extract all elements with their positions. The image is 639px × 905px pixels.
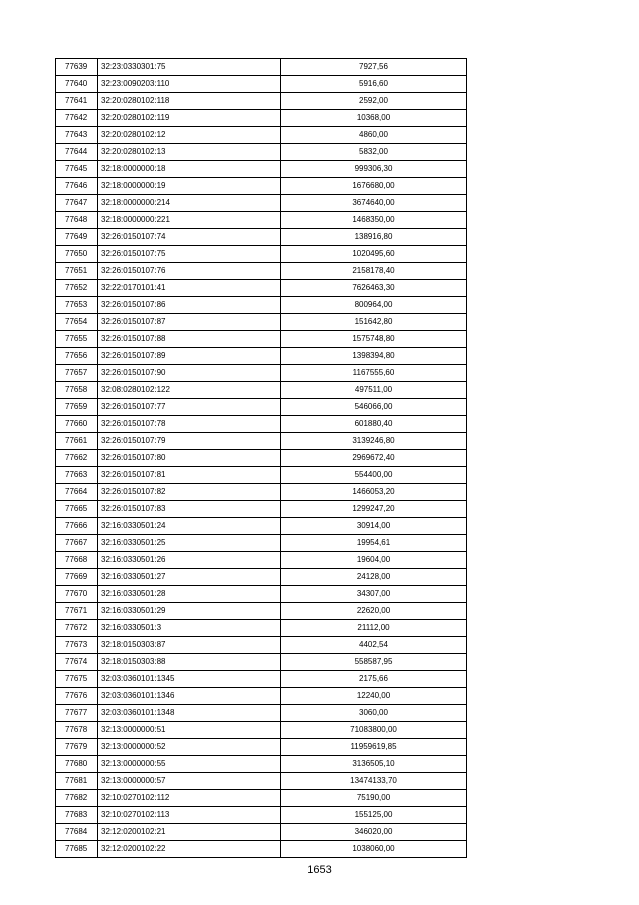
cadastral-value-table xyxy=(55,58,467,858)
value-cell: 1466053,20 xyxy=(281,484,467,501)
row-number-cell: 77657 xyxy=(56,365,98,382)
row-number-cell: 77684 xyxy=(56,824,98,841)
value-cell: 34307,00 xyxy=(281,586,467,603)
value-cell: 2158178,40 xyxy=(281,263,467,280)
cadastral-number-cell: 32:23:0090203:110 xyxy=(98,76,281,93)
value-cell: 11959619,85 xyxy=(281,739,467,756)
cadastral-number-cell: 32:20:0280102:119 xyxy=(98,110,281,127)
cadastral-number-cell: 32:18:0000000:221 xyxy=(98,212,281,229)
table-row xyxy=(56,280,467,297)
cadastral-number-cell: 32:18:0000000:214 xyxy=(98,195,281,212)
row-number-cell: 77682 xyxy=(56,790,98,807)
row-number-cell: 77669 xyxy=(56,569,98,586)
table-row xyxy=(56,314,467,331)
table-row xyxy=(56,127,467,144)
row-number-cell: 77654 xyxy=(56,314,98,331)
table-row xyxy=(56,824,467,841)
row-number-cell: 77667 xyxy=(56,535,98,552)
table-body xyxy=(56,59,467,858)
cadastral-number-cell: 32:26:0150107:86 xyxy=(98,297,281,314)
value-cell: 800964,00 xyxy=(281,297,467,314)
table-row xyxy=(56,467,467,484)
row-number-cell: 77645 xyxy=(56,161,98,178)
value-cell: 3139246,80 xyxy=(281,433,467,450)
value-cell: 2969672,40 xyxy=(281,450,467,467)
row-number-cell: 77685 xyxy=(56,841,98,858)
table-row xyxy=(56,773,467,790)
value-cell: 12240,00 xyxy=(281,688,467,705)
cadastral-number-cell: 32:18:0000000:19 xyxy=(98,178,281,195)
table-row xyxy=(56,501,467,518)
row-number-cell: 77649 xyxy=(56,229,98,246)
value-cell: 21112,00 xyxy=(281,620,467,637)
row-number-cell: 77680 xyxy=(56,756,98,773)
cadastral-number-cell: 32:23:0330301:75 xyxy=(98,59,281,76)
table-row xyxy=(56,603,467,620)
cadastral-number-cell: 32:16:0330501:3 xyxy=(98,620,281,637)
cadastral-number-cell: 32:26:0150107:81 xyxy=(98,467,281,484)
value-cell: 71083800,00 xyxy=(281,722,467,739)
row-number-cell: 77653 xyxy=(56,297,98,314)
table-row xyxy=(56,484,467,501)
table-row xyxy=(56,807,467,824)
table-row xyxy=(56,195,467,212)
row-number-cell: 77666 xyxy=(56,518,98,535)
table-row xyxy=(56,246,467,263)
table-row xyxy=(56,433,467,450)
row-number-cell: 77659 xyxy=(56,399,98,416)
cadastral-number-cell: 32:26:0150107:76 xyxy=(98,263,281,280)
value-cell: 4860,00 xyxy=(281,127,467,144)
value-cell: 1676680,00 xyxy=(281,178,467,195)
table-row xyxy=(56,212,467,229)
row-number-cell: 77639 xyxy=(56,59,98,76)
cadastral-number-cell: 32:18:0000000:18 xyxy=(98,161,281,178)
value-cell: 554400,00 xyxy=(281,467,467,484)
value-cell: 7626463,30 xyxy=(281,280,467,297)
value-cell: 22620,00 xyxy=(281,603,467,620)
table-row xyxy=(56,416,467,433)
value-cell: 30914,00 xyxy=(281,518,467,535)
value-cell: 1020495,60 xyxy=(281,246,467,263)
value-cell: 2592,00 xyxy=(281,93,467,110)
cadastral-number-cell: 32:16:0330501:29 xyxy=(98,603,281,620)
table-row xyxy=(56,297,467,314)
cadastral-number-cell: 32:22:0170101:41 xyxy=(98,280,281,297)
table-row xyxy=(56,705,467,722)
table-row xyxy=(56,637,467,654)
row-number-cell: 77663 xyxy=(56,467,98,484)
table-row xyxy=(56,76,467,93)
row-number-cell: 77643 xyxy=(56,127,98,144)
table-row xyxy=(56,739,467,756)
row-number-cell: 77681 xyxy=(56,773,98,790)
row-number-cell: 77660 xyxy=(56,416,98,433)
table-row xyxy=(56,688,467,705)
row-number-cell: 77683 xyxy=(56,807,98,824)
cadastral-number-cell: 32:26:0150107:74 xyxy=(98,229,281,246)
value-cell: 999306,30 xyxy=(281,161,467,178)
value-cell: 4402,54 xyxy=(281,637,467,654)
cadastral-number-cell: 32:16:0330501:26 xyxy=(98,552,281,569)
cadastral-number-cell: 32:10:0270102:113 xyxy=(98,807,281,824)
value-cell: 3060,00 xyxy=(281,705,467,722)
value-cell: 1167555,60 xyxy=(281,365,467,382)
value-cell: 19604,00 xyxy=(281,552,467,569)
cadastral-number-cell: 32:08:0280102:122 xyxy=(98,382,281,399)
cadastral-number-cell: 32:13:0000000:55 xyxy=(98,756,281,773)
cadastral-number-cell: 32:26:0150107:87 xyxy=(98,314,281,331)
cadastral-number-cell: 32:03:0360101:1348 xyxy=(98,705,281,722)
table-row xyxy=(56,161,467,178)
cadastral-number-cell: 32:26:0150107:83 xyxy=(98,501,281,518)
value-cell: 19954,61 xyxy=(281,535,467,552)
row-number-cell: 77641 xyxy=(56,93,98,110)
value-cell: 497511,00 xyxy=(281,382,467,399)
cadastral-number-cell: 32:13:0000000:57 xyxy=(98,773,281,790)
row-number-cell: 77661 xyxy=(56,433,98,450)
cadastral-number-cell: 32:20:0280102:12 xyxy=(98,127,281,144)
table-row xyxy=(56,110,467,127)
cadastral-number-cell: 32:03:0360101:1345 xyxy=(98,671,281,688)
cadastral-number-cell: 32:26:0150107:82 xyxy=(98,484,281,501)
row-number-cell: 77664 xyxy=(56,484,98,501)
row-number-cell: 77662 xyxy=(56,450,98,467)
value-cell: 5832,00 xyxy=(281,144,467,161)
cadastral-number-cell: 32:18:0150303:87 xyxy=(98,637,281,654)
row-number-cell: 77646 xyxy=(56,178,98,195)
value-cell: 558587,95 xyxy=(281,654,467,671)
row-number-cell: 77676 xyxy=(56,688,98,705)
cadastral-number-cell: 32:26:0150107:78 xyxy=(98,416,281,433)
row-number-cell: 77640 xyxy=(56,76,98,93)
value-cell: 151642,80 xyxy=(281,314,467,331)
table-row xyxy=(56,756,467,773)
cadastral-number-cell: 32:13:0000000:51 xyxy=(98,722,281,739)
table-row xyxy=(56,671,467,688)
value-cell: 3674640,00 xyxy=(281,195,467,212)
table-row xyxy=(56,331,467,348)
row-number-cell: 77672 xyxy=(56,620,98,637)
cadastral-number-cell: 32:26:0150107:88 xyxy=(98,331,281,348)
value-cell: 24128,00 xyxy=(281,569,467,586)
cadastral-number-cell: 32:10:0270102:112 xyxy=(98,790,281,807)
value-cell: 75190,00 xyxy=(281,790,467,807)
cadastral-number-cell: 32:16:0330501:24 xyxy=(98,518,281,535)
row-number-cell: 77677 xyxy=(56,705,98,722)
table-row xyxy=(56,382,467,399)
row-number-cell: 77651 xyxy=(56,263,98,280)
cadastral-number-cell: 32:26:0150107:79 xyxy=(98,433,281,450)
row-number-cell: 77644 xyxy=(56,144,98,161)
cadastral-number-cell: 32:16:0330501:25 xyxy=(98,535,281,552)
value-cell: 138916,80 xyxy=(281,229,467,246)
table-row xyxy=(56,569,467,586)
page-number: 1653 xyxy=(307,864,332,876)
cadastral-number-cell: 32:16:0330501:28 xyxy=(98,586,281,603)
cadastral-number-cell: 32:12:0200102:21 xyxy=(98,824,281,841)
row-number-cell: 77658 xyxy=(56,382,98,399)
table-row xyxy=(56,552,467,569)
table-row xyxy=(56,144,467,161)
row-number-cell: 77642 xyxy=(56,110,98,127)
table-row xyxy=(56,178,467,195)
cadastral-number-cell: 32:26:0150107:77 xyxy=(98,399,281,416)
row-number-cell: 77671 xyxy=(56,603,98,620)
table-row xyxy=(56,93,467,110)
table-row xyxy=(56,450,467,467)
row-number-cell: 77675 xyxy=(56,671,98,688)
table-row xyxy=(56,586,467,603)
cadastral-number-cell: 32:20:0280102:13 xyxy=(98,144,281,161)
value-cell: 1038060,00 xyxy=(281,841,467,858)
table-row xyxy=(56,841,467,858)
cadastral-number-cell: 32:12:0200102:22 xyxy=(98,841,281,858)
row-number-cell: 77665 xyxy=(56,501,98,518)
value-cell: 10368,00 xyxy=(281,110,467,127)
table-row xyxy=(56,722,467,739)
table-row xyxy=(56,263,467,280)
value-cell: 13474133,70 xyxy=(281,773,467,790)
table-row xyxy=(56,348,467,365)
cadastral-number-cell: 32:20:0280102:118 xyxy=(98,93,281,110)
table-row xyxy=(56,229,467,246)
cadastral-number-cell: 32:26:0150107:75 xyxy=(98,246,281,263)
value-cell: 155125,00 xyxy=(281,807,467,824)
cadastral-number-cell: 32:16:0330501:27 xyxy=(98,569,281,586)
row-number-cell: 77678 xyxy=(56,722,98,739)
value-cell: 2175,66 xyxy=(281,671,467,688)
table-row xyxy=(56,59,467,76)
row-number-cell: 77650 xyxy=(56,246,98,263)
row-number-cell: 77679 xyxy=(56,739,98,756)
value-cell: 546066,00 xyxy=(281,399,467,416)
table-row xyxy=(56,399,467,416)
value-cell: 1299247,20 xyxy=(281,501,467,518)
table-row xyxy=(56,654,467,671)
cadastral-number-cell: 32:26:0150107:90 xyxy=(98,365,281,382)
row-number-cell: 77652 xyxy=(56,280,98,297)
table-row xyxy=(56,535,467,552)
value-cell: 1575748,80 xyxy=(281,331,467,348)
cadastral-number-cell: 32:26:0150107:89 xyxy=(98,348,281,365)
row-number-cell: 77648 xyxy=(56,212,98,229)
row-number-cell: 77673 xyxy=(56,637,98,654)
value-cell: 346020,00 xyxy=(281,824,467,841)
table-row xyxy=(56,518,467,535)
value-cell: 1398394,80 xyxy=(281,348,467,365)
value-cell: 5916,60 xyxy=(281,76,467,93)
row-number-cell: 77655 xyxy=(56,331,98,348)
row-number-cell: 77670 xyxy=(56,586,98,603)
cadastral-number-cell: 32:13:0000000:52 xyxy=(98,739,281,756)
row-number-cell: 77656 xyxy=(56,348,98,365)
value-cell: 3136505,10 xyxy=(281,756,467,773)
value-cell: 7927,56 xyxy=(281,59,467,76)
cadastral-number-cell: 32:26:0150107:80 xyxy=(98,450,281,467)
row-number-cell: 77668 xyxy=(56,552,98,569)
value-cell: 1468350,00 xyxy=(281,212,467,229)
row-number-cell: 77674 xyxy=(56,654,98,671)
table-row xyxy=(56,620,467,637)
value-cell: 601880,40 xyxy=(281,416,467,433)
table-row xyxy=(56,790,467,807)
row-number-cell: 77647 xyxy=(56,195,98,212)
table-row xyxy=(56,365,467,382)
cadastral-number-cell: 32:18:0150303:88 xyxy=(98,654,281,671)
cadastral-number-cell: 32:03:0360101:1346 xyxy=(98,688,281,705)
